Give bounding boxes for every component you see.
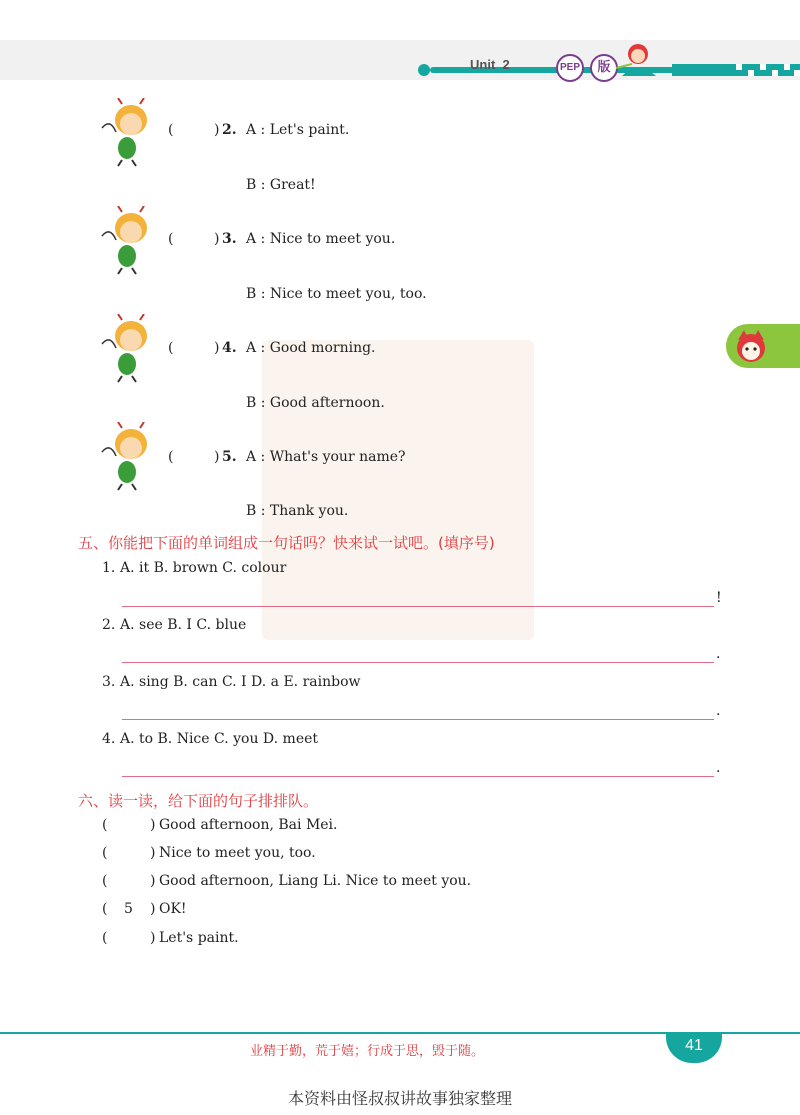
unit-title xyxy=(470,57,510,72)
order-paren-open: ( xyxy=(102,930,108,946)
section-5-heading: 五、你能把下面的单词组成一句话吗？快来试一试吧。(填序号) xyxy=(78,534,495,552)
answer-line[interactable] xyxy=(122,606,714,607)
answer-paren-open: ( xyxy=(168,231,174,247)
dialogue-line-a: A : What's your name? xyxy=(246,449,406,465)
order-paren-close: ) xyxy=(150,930,156,946)
unit-number: 2 xyxy=(502,57,510,72)
sentence-text: Nice to meet you, too. xyxy=(159,845,316,861)
cat-mascot-icon xyxy=(734,330,768,364)
dialogue-line-a: A : Let's paint. xyxy=(246,122,350,138)
question-number: 4. xyxy=(222,340,237,356)
sentence-text: Let's paint. xyxy=(159,930,239,946)
order-paren-open: ( xyxy=(102,845,108,861)
item-number: 4. xyxy=(102,731,116,747)
order-paren-close: ) xyxy=(150,817,156,833)
answer-paren-open: ( xyxy=(168,122,174,138)
dialogue-line-b: B : Thank you. xyxy=(246,503,349,519)
sentence-text: Good afternoon, Liang Li. Nice to meet you. xyxy=(159,873,472,889)
line-end-mark: . xyxy=(716,703,721,719)
page-number: 41 xyxy=(685,1037,703,1054)
header-dot xyxy=(418,64,430,76)
line-end-mark: . xyxy=(716,760,721,776)
question-number: 2. xyxy=(222,122,237,138)
pep-badge: PEP xyxy=(556,54,584,82)
order-paren-open: ( xyxy=(102,873,108,889)
dialogue-line-a: A : Good morning. xyxy=(246,340,376,356)
edition-badge: 版 xyxy=(590,54,618,82)
answer-paren-close: ) xyxy=(214,340,220,356)
bee-icon xyxy=(100,422,162,492)
order-answer[interactable]: 5 xyxy=(124,901,133,917)
item-number: 1. xyxy=(102,560,116,576)
answer-paren-open: ( xyxy=(168,449,174,465)
bee-icon xyxy=(100,98,162,168)
watermark xyxy=(262,340,534,640)
word-options: A. sing B. can C. I D. a E. rainbow xyxy=(120,674,361,690)
line-end-mark: ! xyxy=(716,590,722,606)
word-options: A. it B. brown C. colour xyxy=(120,560,287,576)
source-credit: 本资料由怪叔叔讲故事独家整理 xyxy=(287,1089,512,1108)
answer-line[interactable] xyxy=(122,662,714,663)
answer-line[interactable] xyxy=(122,776,714,777)
order-paren-close: ) xyxy=(150,873,156,889)
sentence-text: OK! xyxy=(159,901,187,917)
unit-label: Unit xyxy=(470,57,496,72)
bee-icon xyxy=(100,206,162,276)
answer-line[interactable] xyxy=(122,719,714,720)
bee-icon xyxy=(100,314,162,384)
item-number: 3. xyxy=(102,674,116,690)
sentence-text: Good afternoon, Bai Mei. xyxy=(159,817,338,833)
dialogue-line-b: B : Great! xyxy=(246,177,316,193)
item-number: 2. xyxy=(102,617,116,633)
girl-mascot-icon xyxy=(612,40,664,80)
dialogue-line-b: B : Good afternoon. xyxy=(246,395,385,411)
word-options: A. to B. Nice C. you D. meet xyxy=(120,731,319,747)
order-paren-close: ) xyxy=(150,845,156,861)
answer-paren-open: ( xyxy=(168,340,174,356)
question-number: 3. xyxy=(222,231,237,247)
order-paren-open: ( xyxy=(102,817,108,833)
footer-motto: 业精于勤，荒于嬉；行成于思，毁于随。 xyxy=(250,1044,485,1059)
dialogue-line-b: B : Nice to meet you, too. xyxy=(246,286,427,302)
answer-paren-close: ) xyxy=(214,449,220,465)
dialogue-line-a: A : Nice to meet you. xyxy=(246,231,396,247)
line-end-mark: . xyxy=(716,646,721,662)
order-paren-close: ) xyxy=(150,901,156,917)
answer-paren-close: ) xyxy=(214,122,220,138)
section-6-heading: 六、读一读，给下面的句子排排队。 xyxy=(78,792,319,810)
word-options: A. see B. I C. blue xyxy=(120,617,247,633)
order-paren-open: ( xyxy=(102,901,108,917)
checker-pattern-icon xyxy=(672,62,800,78)
answer-paren-close: ) xyxy=(214,231,220,247)
question-number: 5. xyxy=(222,449,237,465)
